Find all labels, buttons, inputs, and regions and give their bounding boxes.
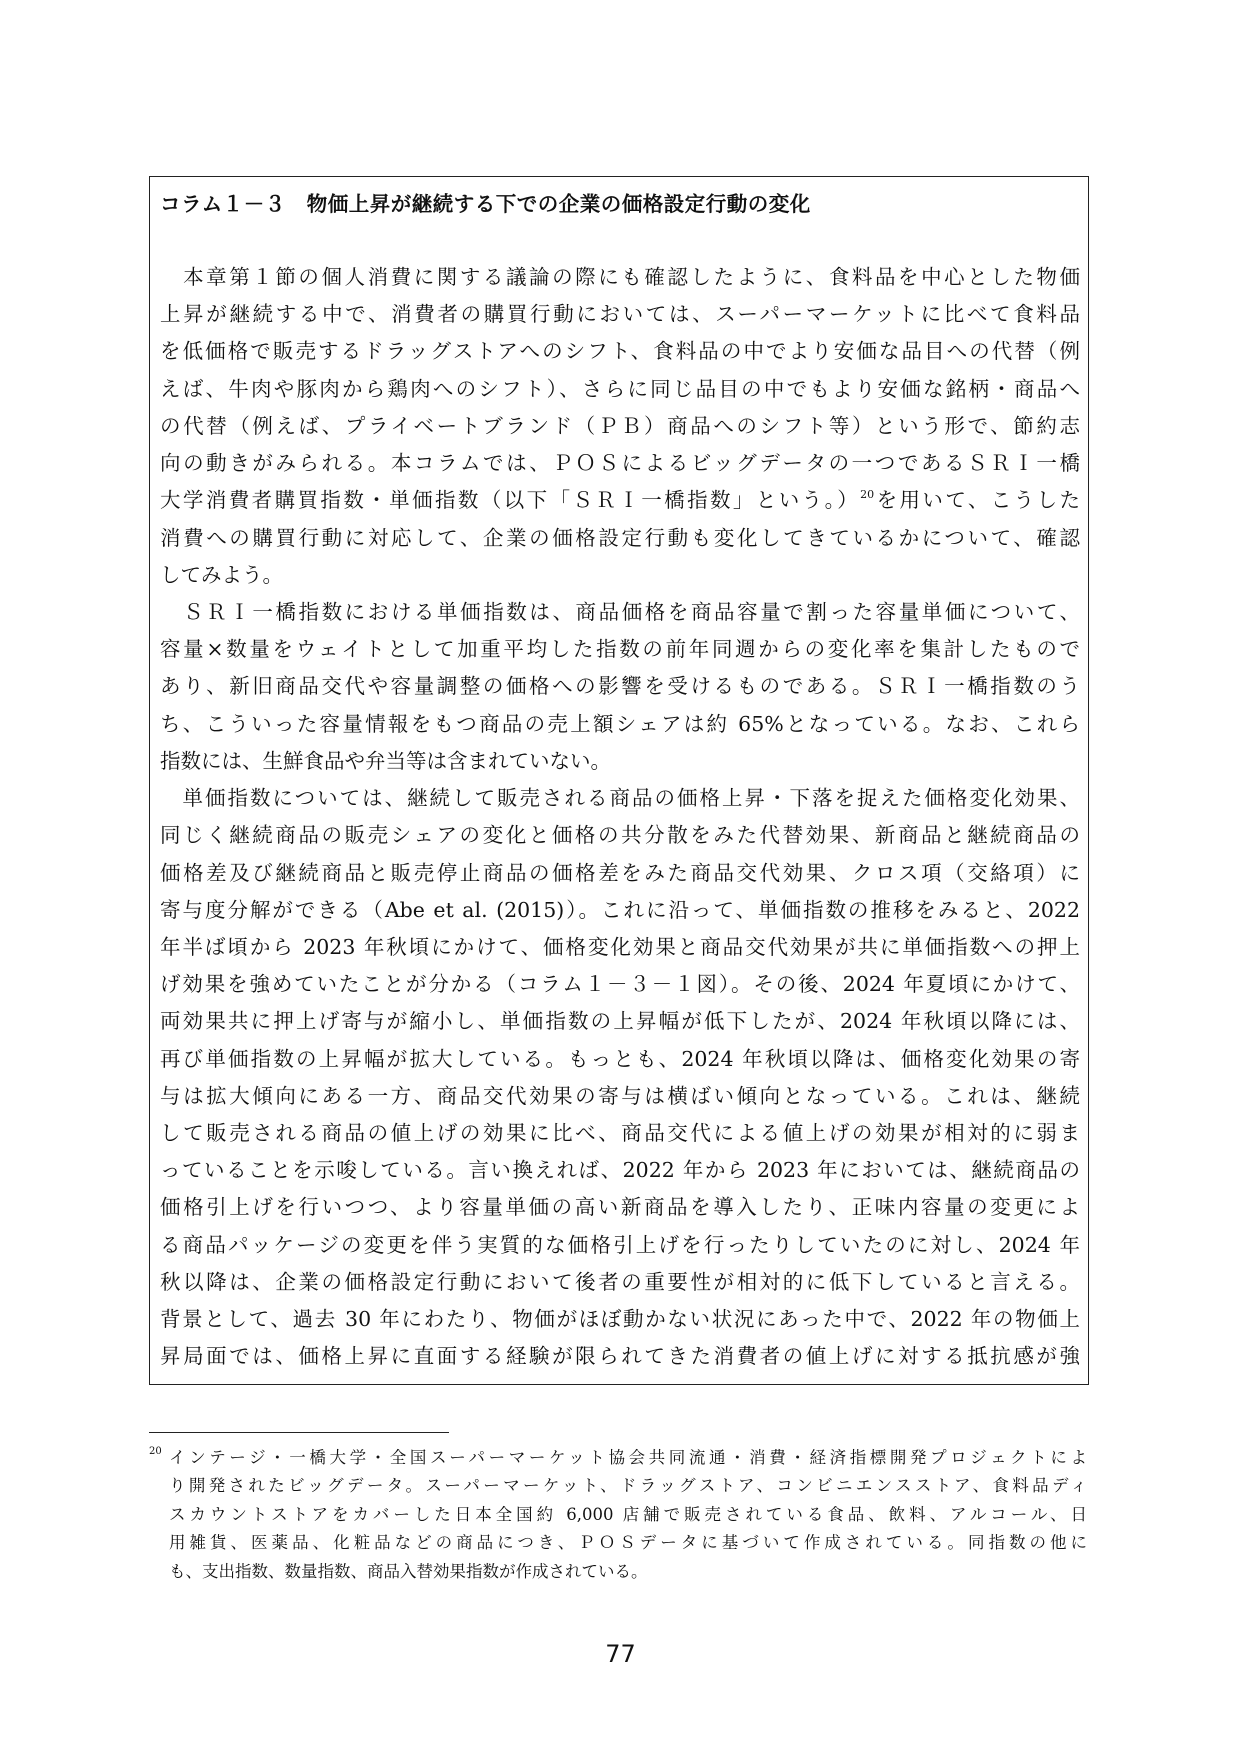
page-number: 77 — [605, 1640, 636, 1668]
body-line: 両効果共に押上げ寄与が縮小し、単価指数の上昇幅が低下したが、2024 年秋頃以降には、 — [160, 1009, 1080, 1034]
body-line: してみよう。 — [160, 562, 283, 587]
body-line: を低価格で販売するドラッグストアへのシフト、食料品の中でより安価な品目への代替（例 — [160, 339, 1080, 364]
body-line: 価格引上げを行いつつ、より容量単価の高い新商品を導入したり、正味内容量の変更によ — [160, 1195, 1080, 1220]
column-box — [149, 176, 1089, 1385]
column-title: コラム１－３ 物価上昇が継続する下での企業の価格設定行動の変化 — [160, 192, 811, 216]
footnote-text: インテージ・一橋大学・全国スーパーマーケット協会共同流通・消費・経済指標開発プロジェクトによ — [169, 1448, 1087, 1467]
body-line-text: 大学消費者購買指数・単価指数（以下「ＳＲＩ一橋指数」という。） — [160, 488, 861, 513]
footnote — [149, 1444, 1087, 1586]
footnote-line: スカウントストアをカバーした日本全国約 6,000 店舗で販売されている食品、飲料、アルコール、日 — [169, 1504, 1087, 1524]
footnote-reference[interactable]: 20 — [860, 488, 875, 502]
body-line: 秋以降は、企業の価格設定行動において後者の重要性が相対的に低下していると言える。 — [160, 1269, 1080, 1294]
body-line: ＳＲＩ一橋指数における単価指数は、商品価格を商品容量で割った容量単価について、 — [160, 599, 1080, 624]
body-line: 価格差及び継続商品と販売停止商品の価格差をみた商品交代効果、クロス項（交絡項）に — [160, 860, 1080, 885]
body-line: 消費への購買行動に対応して、企業の価格設定行動も変化してきているかについて、確認 — [160, 525, 1080, 550]
body-line: 向の動きがみられる。本コラムでは、ＰＯＳによるビッグデータの一つであるＳＲＩ一橋 — [160, 451, 1080, 476]
body-line: して販売される商品の値上げの効果に比べ、商品交代による値上げの効果が相対的に弱ま — [160, 1121, 1080, 1146]
body-line: 同じく継続商品の販売シェアの変化と価格の共分散をみた代替効果、新商品と継続商品の — [160, 823, 1080, 848]
footnote-line: り開発されたビッグデータ。スーパーマーケット、ドラッグストア、コンビニエンスストア、食料品ディ — [169, 1476, 1087, 1496]
body-line: 与は拡大傾向にある一方、商品交代効果の寄与は横ばい傾向となっている。これは、継続 — [160, 1083, 1080, 1108]
body-line: っていることを示唆している。言い換えれば、2022 年から 2023 年においては、継続商品の — [160, 1158, 1080, 1183]
body-line: 背景として、過去 30 年にわたり、物価がほぼ動かない状況にあった中で、2022 年の物価上 — [160, 1307, 1080, 1332]
body-line-with-footnote-ref — [160, 482, 1080, 519]
body-line: 再び単価指数の上昇幅が拡大している。もっとも、2024 年秋頃以降は、価格変化効果の寄 — [160, 1046, 1080, 1071]
body-line: 上昇が継続する中で、消費者の購買行動においては、スーパーマーケットに比べて食料品 — [160, 302, 1080, 327]
body-line: の代替（例えば、プライベートブランド（ＰＢ）商品へのシフト等）という形で、節約志 — [160, 413, 1080, 438]
body-line: る商品パッケージの変更を伴う実質的な価格引上げを行ったりしていたのに対し、2024 年 — [160, 1232, 1080, 1257]
body-line: 容量×数量をウェイトとして加重平均した指数の前年同週からの変化率を集計したもので — [160, 637, 1080, 662]
body-line: えば、牛肉や豚肉から鶏肉へのシフト）、さらに同じ品目の中でもより安価な銘柄・商品へ — [160, 376, 1080, 401]
body-line: 本章第１節の個人消費に関する議論の際にも確認したように、食料品を中心とした物価 — [160, 265, 1080, 289]
column-body — [160, 259, 1080, 1376]
body-line: 年半ば頃から 2023 年秋頃にかけて、価格変化効果と商品交代効果が共に単価指数への押上 — [160, 934, 1080, 959]
body-line: げ効果を強めていたことが分かる（コラム１－３－１図）。その後、2024 年夏頃にかけて、 — [160, 972, 1080, 997]
body-line-text: を用いて、こうした — [874, 488, 1080, 513]
body-line: 寄与度分解ができる（Abe et al. (2015)）。これに沿って、単価指数の推移をみると、2022 — [160, 897, 1080, 922]
body-line: あり、新旧商品交代や容量調整の価格への影響を受けるものである。ＳＲＩ一橋指数のう — [160, 674, 1080, 699]
footnote-line — [149, 1444, 1087, 1472]
body-line: ち、こういった容量情報をもつ商品の売上額シェアは約 65%となっている。なお、これら — [160, 711, 1080, 736]
body-line: 単価指数については、継続して販売される商品の価格上昇・下落を捉えた価格変化効果、 — [160, 786, 1080, 811]
footnote-divider — [149, 1432, 449, 1433]
footnote-line: も、支出指数、数量指数、商品入替効果指数が作成されている。 — [169, 1561, 648, 1581]
footnote-line: 用雑貨、医薬品、化粧品などの商品につき、ＰＯＳデータに基づいて作成されている。同指数の他に — [169, 1533, 1087, 1553]
body-line: 昇局面では、価格上昇に直面する経験が限られてきた消費者の値上げに対する抵抗感が強 — [160, 1344, 1080, 1369]
body-line: 指数には、生鮮食品や弁当等は含まれていない。 — [160, 748, 611, 773]
footnote-marker: 20 — [149, 1446, 162, 1457]
